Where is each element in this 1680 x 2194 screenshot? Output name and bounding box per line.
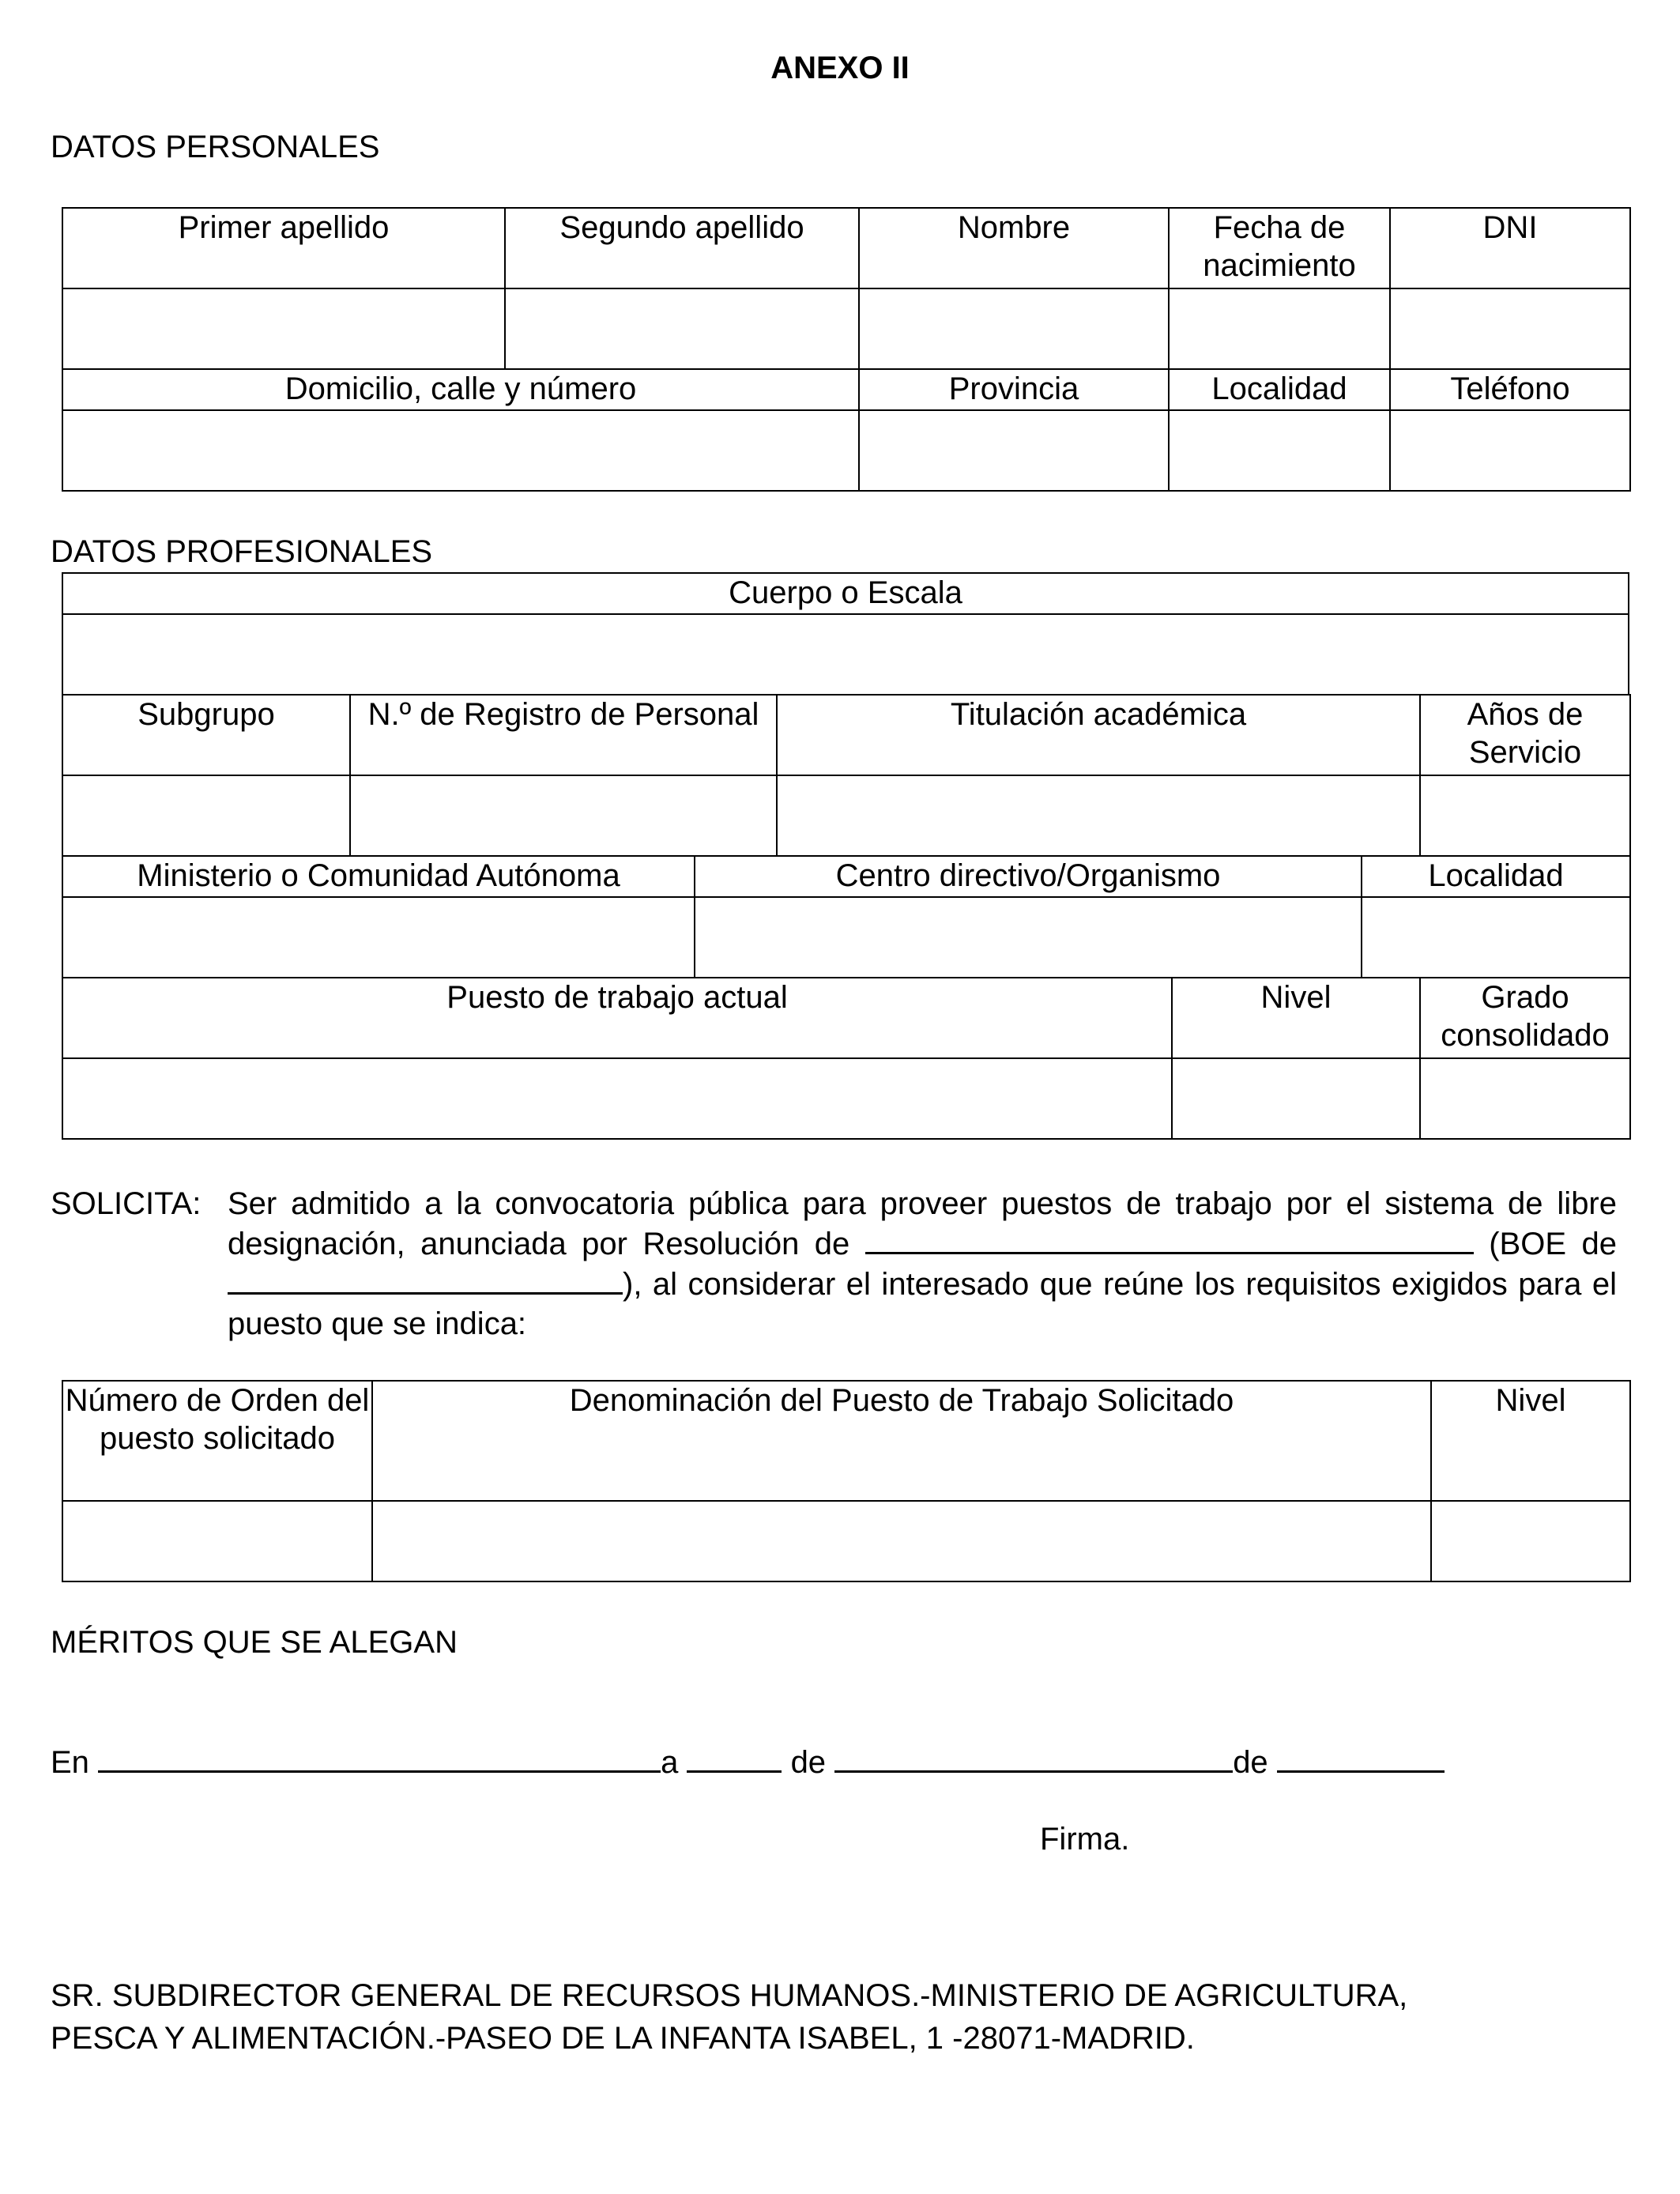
header-registro-personal: N.º de Registro de Personal [350, 695, 777, 775]
input-numero-orden[interactable] [62, 1501, 372, 1581]
header-dni: DNI [1390, 208, 1630, 288]
page-title: ANEXO II [770, 51, 910, 85]
header-nombre: Nombre [859, 208, 1169, 288]
input-localidad-prof[interactable] [1362, 897, 1630, 978]
input-centro-directivo[interactable] [695, 897, 1362, 978]
solicita-block [51, 1184, 1629, 1342]
input-telefono[interactable] [1390, 410, 1630, 491]
input-grado-consolidado[interactable] [1420, 1058, 1630, 1139]
input-segundo-apellido[interactable] [505, 288, 859, 369]
input-puesto-actual[interactable] [62, 1058, 1172, 1139]
date-de1-label: de [790, 1745, 827, 1780]
date-a-label: a [661, 1745, 679, 1780]
professional-table-ministerio [62, 855, 1631, 978]
header-ministerio: Ministerio o Comunidad Autónoma [62, 856, 695, 897]
header-fecha-nacimiento: Fecha de nacimiento [1169, 208, 1390, 288]
header-primer-apellido: Primer apellido [62, 208, 505, 288]
firma-label: Firma. [1040, 1822, 1130, 1857]
solicita-part3: ), al considerar el interesado que reúne los requisitos exigidos para el puesto que se indica: [228, 1267, 1617, 1341]
solicita-label: SOLICITA: [51, 1186, 202, 1221]
solicita-part2: (BOE de [1489, 1227, 1617, 1261]
header-nivel-solicitado: Nivel [1431, 1381, 1630, 1501]
input-ministerio[interactable] [62, 897, 695, 978]
header-telefono: Teléfono [1390, 369, 1630, 410]
professional-table-subgrupo [62, 694, 1631, 857]
meritos-heading: MÉRITOS QUE SE ALEGAN [51, 1625, 458, 1660]
solicita-text [228, 1184, 1617, 1344]
header-cuerpo-escala: Cuerpo o Escala [62, 573, 1629, 614]
header-subgrupo: Subgrupo [62, 695, 350, 775]
input-nivel-solicitado[interactable] [1431, 1501, 1630, 1581]
input-subgrupo[interactable] [62, 775, 350, 856]
input-cuerpo-escala[interactable] [62, 614, 1629, 695]
year-blank[interactable] [1277, 1742, 1445, 1773]
header-localidad: Localidad [1169, 369, 1390, 410]
input-denominacion[interactable] [372, 1501, 1431, 1581]
header-denominacion: Denominación del Puesto de Trabajo Solicitado [372, 1381, 1431, 1501]
header-puesto-actual: Puesto de trabajo actual [62, 978, 1172, 1058]
input-domicilio[interactable] [62, 410, 859, 491]
address-line2: PESCA Y ALIMENTACIÓN.-PASEO DE LA INFANTA ISABEL, 1 -28071-MADRID. [51, 2021, 1195, 2056]
input-fecha-nacimiento[interactable] [1169, 288, 1390, 369]
date-line [51, 1742, 1552, 1782]
header-centro-directivo: Centro directivo/Organismo [695, 856, 1362, 897]
input-anos-servicio[interactable] [1420, 775, 1630, 856]
professional-table-puesto [62, 977, 1631, 1140]
date-en-label: En [51, 1745, 89, 1780]
header-titulacion: Titulación académica [777, 695, 1420, 775]
resolucion-blank[interactable] [865, 1223, 1474, 1254]
personal-data-table [62, 207, 1631, 492]
personal-heading: DATOS PERSONALES [51, 130, 380, 164]
puesto-solicitado-table [62, 1380, 1631, 1582]
day-blank[interactable] [687, 1742, 782, 1773]
input-registro-personal[interactable] [350, 775, 777, 856]
header-numero-orden: Número de Orden del puesto solicitado [62, 1381, 372, 1501]
input-nivel-actual[interactable] [1172, 1058, 1420, 1139]
month-blank[interactable] [834, 1742, 1233, 1773]
header-grado-consolidado: Grado consolidado [1420, 978, 1630, 1058]
input-titulacion[interactable] [777, 775, 1420, 856]
solicita-part1: Ser admitido a la convocatoria pública para proveer puestos de trabajo por el sistema de libre designación, anunciada por Resolución de [228, 1186, 1617, 1261]
date-de2-label: de [1233, 1745, 1268, 1780]
header-anos-servicio: Años de Servicio [1420, 695, 1630, 775]
boe-date-blank[interactable] [228, 1264, 623, 1295]
input-localidad[interactable] [1169, 410, 1390, 491]
input-dni[interactable] [1390, 288, 1630, 369]
address-line1: SR. SUBDIRECTOR GENERAL DE RECURSOS HUMANOS.-MINISTERIO DE AGRICULTURA, [51, 1978, 1408, 2013]
place-blank[interactable] [98, 1742, 661, 1773]
header-domicilio: Domicilio, calle y número [62, 369, 859, 410]
header-localidad-prof: Localidad [1362, 856, 1630, 897]
professional-heading: DATOS PROFESIONALES [51, 534, 433, 569]
input-provincia[interactable] [859, 410, 1169, 491]
header-nivel-actual: Nivel [1172, 978, 1420, 1058]
header-provincia: Provincia [859, 369, 1169, 410]
input-primer-apellido[interactable] [62, 288, 505, 369]
professional-table-cuerpo [62, 572, 1629, 696]
header-segundo-apellido: Segundo apellido [505, 208, 859, 288]
input-nombre[interactable] [859, 288, 1169, 369]
